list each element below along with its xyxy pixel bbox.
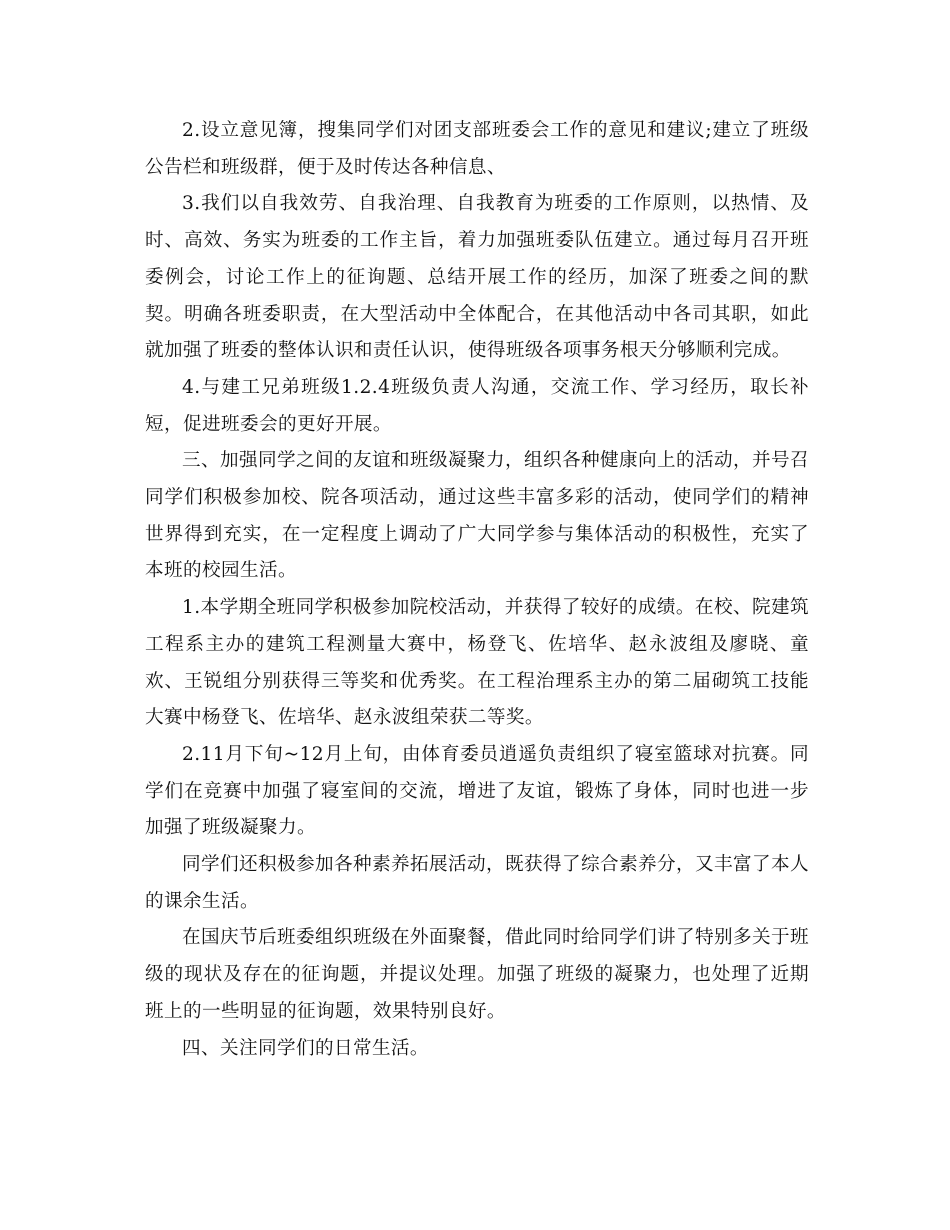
document-body [145, 113, 809, 1067]
paragraph-quality-activities: 同学们还积极参加各种素养拓展活动，既获得了综合素养分，又丰富了本人的课余生活。 [145, 854, 809, 912]
paragraph-national-day-dinner: 在国庆节后班委组织班级在外面聚餐，借此同时给同学们讲了特别多关于班级的现状及存在的征询题，并提议处理。加强了班级的凝聚力，也处理了近期班上的一些明显的征询题，效果特别良好。 [145, 927, 809, 1022]
paragraph-2-basketball: 2.11月下旬~12月上旬，由体育委员逍遥负责组织了寝室篮球对抗赛。同学们在竞赛中加强了寝室间的交流，增进了友谊，锻炼了身体，同时也进一步加强了班级凝聚力。 [145, 743, 809, 839]
section-3-heading-paragraph: 三、加强同学之间的友谊和班级凝聚力，组织各种健康向上的活动，并号召同学们积极参加校、院各项活动，通过这些丰富多彩的活动，使同学们的精神世界得到充实，在一定程度上调动了广大同学参与集体活动的积极性，充实了本班的校园生活。 [145, 450, 809, 582]
paragraph-1-competitions: 1.本学期全班同学积极参加院校活动，并获得了较好的成绩。在校、院建筑工程系主办的建筑工程测量大赛中，杨登飞、佐培华、赵永波组及廖晓、童欢、王锐组分别获得三等奖和优秀奖。在工程治理系主办的第二届砌筑工技能大赛中杨登飞、佐培华、赵永波组荣获二等奖。 [145, 597, 809, 729]
paragraph-2-suggestion-book: 2.设立意见簿，搜集同学们对团支部班委会工作的意见和建议;建立了班级公告栏和班级群，便于及时传达各种信息、 [145, 120, 809, 178]
paragraph-4-brother-classes: 4.与建工兄弟班级1.2.4班级负责人沟通，交流工作、学习经历，取长补短，促进班委会的更好开展。 [145, 376, 809, 435]
paragraph-3-work-principles: 3.我们以自我效劳、自我治理、自我教育为班委的工作原则，以热情、及时、高效、务实为班委的工作主旨，着力加强班委队伍建立。通过每月召开班委例会，讨论工作上的征询题、总结开展工作的经历，加深了班委之间的默契。明确各班委职责，在大型活动中全体配合，在其他活动中各司其职，如此就加强了班委的整体认识和责任认识，使得班级各项事务根天分够顺利完成。 [145, 193, 809, 362]
section-4-heading: 四、关注同学们的日常生活。 [182, 1037, 429, 1059]
